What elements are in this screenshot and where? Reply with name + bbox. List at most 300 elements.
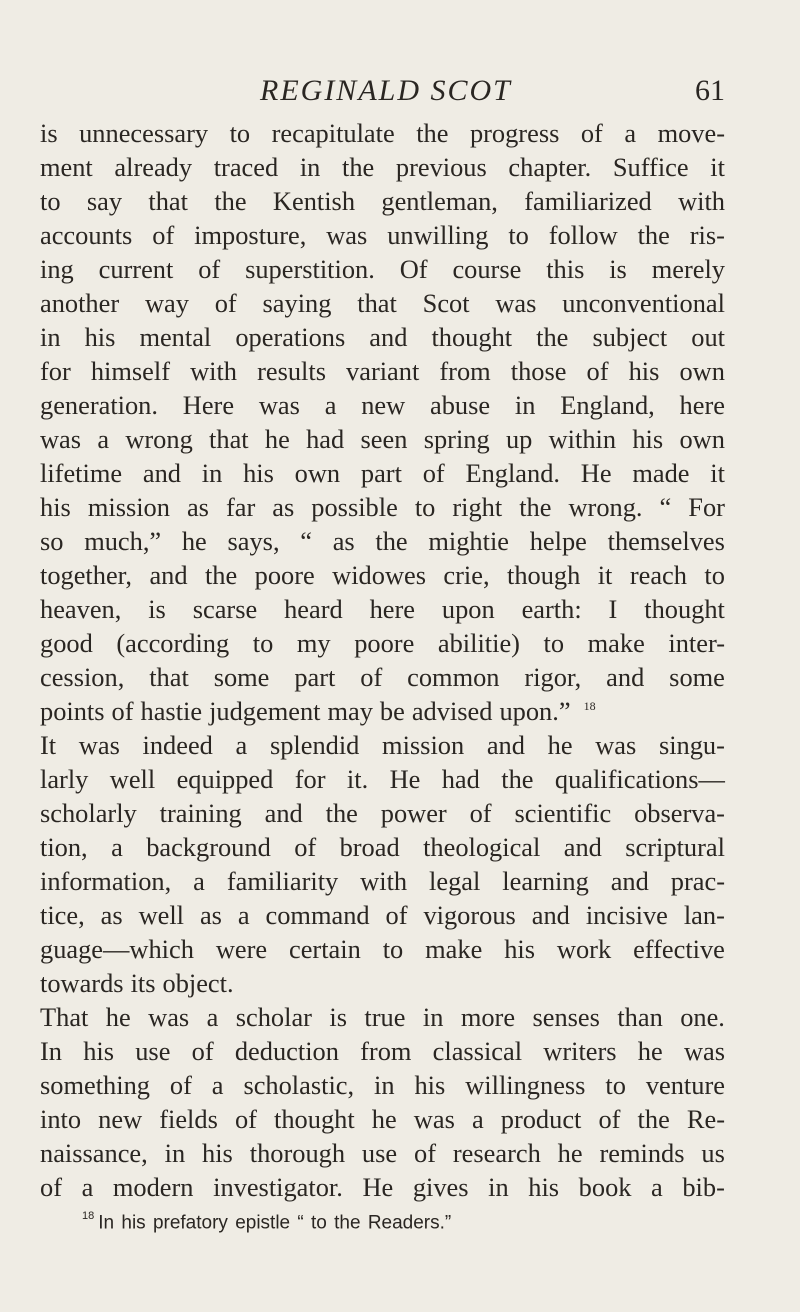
text-line xyxy=(40,150,725,184)
word: so xyxy=(40,526,64,556)
word: in xyxy=(40,322,61,352)
word: this xyxy=(546,254,585,284)
body-text xyxy=(40,116,725,1204)
text-line xyxy=(40,1000,725,1034)
word: writers xyxy=(543,1036,617,1066)
text-line xyxy=(40,184,725,218)
word: It xyxy=(40,730,57,760)
word: was xyxy=(40,424,82,454)
word: cession, xyxy=(40,662,125,692)
word: saying xyxy=(262,288,332,318)
word: previous xyxy=(395,152,487,182)
word: was xyxy=(595,730,637,760)
word: up xyxy=(505,424,533,454)
word: says, xyxy=(227,526,280,556)
word: book xyxy=(578,1172,632,1202)
word: his xyxy=(632,424,664,454)
word: his xyxy=(40,492,71,522)
word: research xyxy=(452,1138,541,1168)
word: information, xyxy=(40,866,172,896)
word: hastie xyxy=(140,696,203,726)
text-line xyxy=(40,422,725,456)
word: of xyxy=(469,798,492,828)
word: command xyxy=(265,900,370,930)
word: senses xyxy=(532,1002,600,1032)
word: of xyxy=(214,288,237,318)
word: was xyxy=(495,288,537,318)
word: and xyxy=(264,798,303,828)
word: I xyxy=(608,594,618,624)
word: a xyxy=(651,1172,663,1202)
word: of xyxy=(40,1172,62,1202)
word: unconventional xyxy=(562,288,725,318)
word: to xyxy=(229,118,251,148)
word: (according xyxy=(116,628,230,658)
word: gentleman, xyxy=(381,186,498,216)
word: were xyxy=(215,934,268,964)
word: naissance, xyxy=(40,1138,148,1168)
word: and xyxy=(606,662,645,692)
word: incisive xyxy=(585,900,668,930)
word: of xyxy=(152,220,175,250)
word: was xyxy=(683,1036,725,1066)
word: his xyxy=(243,458,274,488)
word: He xyxy=(389,764,421,794)
word: vigorous xyxy=(423,900,516,930)
word: indeed xyxy=(142,730,213,760)
word: that xyxy=(357,288,397,318)
text-line xyxy=(40,898,725,932)
word: variant xyxy=(346,356,420,386)
running-head: REGINALD SCOT xyxy=(260,74,512,107)
word: Scot xyxy=(422,288,470,318)
text-line xyxy=(40,286,725,320)
text-line xyxy=(40,932,725,966)
word: new xyxy=(98,1104,143,1134)
word: way xyxy=(144,288,189,318)
word: common xyxy=(407,662,500,692)
word: some xyxy=(669,662,725,692)
text-line xyxy=(40,796,725,830)
text-line xyxy=(40,252,725,286)
word: mission xyxy=(382,730,465,760)
word: was xyxy=(413,1104,455,1134)
word: crie, xyxy=(443,560,490,590)
word: theological xyxy=(423,832,541,862)
word: modern xyxy=(112,1172,194,1202)
word: his xyxy=(414,1070,446,1100)
word: legal xyxy=(429,866,481,896)
word: poore xyxy=(354,628,415,658)
text-line xyxy=(40,1102,725,1136)
word: learning xyxy=(502,866,589,896)
word: the xyxy=(214,186,247,216)
word: investigator. xyxy=(213,1172,343,1202)
word: make xyxy=(587,628,645,658)
word: to xyxy=(382,934,404,964)
word: of xyxy=(198,254,221,284)
word: helpe xyxy=(529,526,587,556)
word: well xyxy=(109,764,156,794)
word: a xyxy=(81,1172,94,1202)
word: he xyxy=(105,1002,131,1032)
word: prac- xyxy=(670,866,725,896)
text-line xyxy=(40,320,725,354)
word: chapter. xyxy=(508,152,592,182)
word: of xyxy=(598,1104,621,1134)
word: recapitulate xyxy=(271,118,395,148)
word: guage—which xyxy=(40,934,194,964)
word: thought xyxy=(431,322,513,352)
word: he xyxy=(264,424,290,454)
word: his xyxy=(202,1138,233,1168)
word: the xyxy=(637,220,670,250)
word: rigor, xyxy=(524,662,582,692)
word: out xyxy=(691,322,725,352)
word: background xyxy=(146,832,271,862)
word: from xyxy=(439,356,491,386)
word: equipped xyxy=(176,764,274,794)
word: and xyxy=(563,832,602,862)
text-line xyxy=(40,490,725,524)
word: “ xyxy=(659,492,672,522)
word: Kentish xyxy=(272,186,356,216)
word: venture xyxy=(645,1070,725,1100)
word: that xyxy=(148,186,188,216)
word: own xyxy=(679,424,725,454)
word: power xyxy=(380,798,447,828)
paragraph xyxy=(40,1000,725,1204)
word: he xyxy=(371,1104,397,1134)
text-line xyxy=(40,388,725,422)
text-line xyxy=(40,966,725,1000)
word: a xyxy=(97,424,110,454)
word: of xyxy=(414,1138,436,1168)
word: qualifications— xyxy=(554,764,725,794)
word: good xyxy=(40,628,93,658)
word: into xyxy=(40,1104,82,1134)
text-line xyxy=(40,830,725,864)
word: earth: xyxy=(521,594,582,624)
word: his xyxy=(504,934,536,964)
word: scholarly xyxy=(40,798,137,828)
word: already xyxy=(114,152,193,182)
footnote-number: 18 xyxy=(82,1210,95,1222)
word: England, xyxy=(560,390,655,420)
word: it xyxy=(597,560,613,590)
text-line xyxy=(40,558,725,592)
text-line xyxy=(40,762,725,796)
word: accounts xyxy=(40,220,133,250)
word: say xyxy=(86,186,123,216)
word: as xyxy=(332,526,355,556)
word: himself xyxy=(90,356,171,386)
word: new xyxy=(361,390,406,420)
word: upon xyxy=(441,594,495,624)
word: of xyxy=(111,696,134,726)
word: the xyxy=(325,798,358,828)
word: wrong. xyxy=(568,492,643,522)
word: results xyxy=(257,356,326,386)
word: in xyxy=(164,1138,186,1168)
word: “ xyxy=(300,526,312,556)
word: was xyxy=(148,1002,190,1032)
word: make xyxy=(425,934,483,964)
word: object. xyxy=(162,968,234,998)
word: reach xyxy=(629,560,687,590)
word: in xyxy=(374,1070,395,1100)
word: and xyxy=(531,900,570,930)
word: the xyxy=(204,560,238,590)
word: of xyxy=(385,900,408,930)
word: with xyxy=(190,356,237,386)
page-header xyxy=(40,74,725,114)
word: right xyxy=(452,492,503,522)
word: points xyxy=(40,696,105,726)
word: much,” xyxy=(84,526,162,556)
word: some xyxy=(213,662,270,692)
word: deduction xyxy=(234,1036,339,1066)
word: Here xyxy=(182,390,235,420)
word: effective xyxy=(633,934,725,964)
word: the xyxy=(501,764,534,794)
word: he xyxy=(557,1138,583,1168)
word: follow xyxy=(548,220,618,250)
word: He xyxy=(362,1172,394,1202)
word: Re- xyxy=(686,1104,725,1134)
word: my xyxy=(296,628,331,658)
paragraph xyxy=(40,116,725,728)
word: one. xyxy=(680,1002,725,1032)
word: and xyxy=(610,866,649,896)
word: mental xyxy=(139,322,212,352)
word: mightie xyxy=(428,526,510,556)
text-line xyxy=(40,660,725,694)
word: inter- xyxy=(668,628,725,658)
text-line xyxy=(40,1068,725,1102)
word: That xyxy=(40,1002,89,1032)
word: widowes xyxy=(332,560,426,590)
word: well xyxy=(138,900,184,930)
word: larly xyxy=(40,764,89,794)
word: move- xyxy=(657,118,725,148)
word: and xyxy=(149,560,188,590)
word: abuse xyxy=(429,390,491,420)
word: he xyxy=(637,1036,663,1066)
word: a xyxy=(471,1104,484,1134)
word: advised xyxy=(411,696,493,726)
word: for xyxy=(40,356,71,386)
word: generation. xyxy=(40,390,158,420)
word: had xyxy=(441,764,480,794)
word: of xyxy=(191,1036,214,1066)
word: product xyxy=(500,1104,582,1134)
word: Of xyxy=(399,254,428,284)
text-line xyxy=(40,1034,725,1068)
word: from xyxy=(360,1036,412,1066)
word: use xyxy=(135,1036,171,1066)
word: scarse xyxy=(192,594,258,624)
word: a xyxy=(193,866,205,896)
word: bib- xyxy=(682,1172,725,1202)
word: England. xyxy=(465,458,561,488)
word: heard xyxy=(284,594,343,624)
word: is xyxy=(148,594,166,624)
word: merely xyxy=(651,254,725,284)
word: though xyxy=(506,560,581,590)
word: For xyxy=(688,492,725,522)
word: it xyxy=(710,152,725,182)
word: use xyxy=(361,1138,398,1168)
word: the xyxy=(637,1104,670,1134)
word: unnecessary xyxy=(79,118,209,148)
word: that xyxy=(149,662,189,692)
word: fields xyxy=(159,1104,218,1134)
word: traced xyxy=(213,152,279,182)
word: the xyxy=(519,492,552,522)
word: course xyxy=(452,254,522,284)
word: operations xyxy=(235,322,346,352)
word: work xyxy=(556,934,612,964)
word: unwilling xyxy=(387,220,489,250)
word: that xyxy=(209,424,249,454)
word: scholastic, xyxy=(243,1070,355,1100)
word: gives xyxy=(412,1172,469,1202)
word: splendid xyxy=(269,730,360,760)
word: be xyxy=(379,696,405,726)
word: may xyxy=(327,696,373,726)
word: was xyxy=(326,220,368,250)
word: ment xyxy=(40,152,93,182)
text-line xyxy=(40,728,725,762)
text-line xyxy=(40,626,725,660)
word: familiarized xyxy=(524,186,652,216)
word: familiarity xyxy=(226,866,339,896)
word: judgement xyxy=(209,696,321,726)
word: certain xyxy=(289,934,361,964)
word: heaven, xyxy=(40,594,122,624)
word: its xyxy=(130,968,156,998)
text-line xyxy=(40,1170,725,1204)
word: he xyxy=(547,730,573,760)
word: as xyxy=(199,900,222,930)
word: his xyxy=(628,356,660,386)
word: ing xyxy=(40,254,74,284)
word: is xyxy=(609,254,627,284)
word: to xyxy=(508,220,529,250)
word: upon.” xyxy=(499,696,571,726)
word: in xyxy=(488,1172,509,1202)
word: and xyxy=(369,322,408,352)
word: within xyxy=(548,424,617,454)
word: broad xyxy=(339,832,400,862)
word: us xyxy=(701,1138,725,1168)
word: of xyxy=(294,832,317,862)
word: with xyxy=(360,866,408,896)
word: superstition. xyxy=(245,254,375,284)
word: of xyxy=(580,118,603,148)
word: to xyxy=(40,186,61,216)
word: themselves xyxy=(607,526,725,556)
word: in xyxy=(422,1002,444,1032)
word: another xyxy=(40,288,120,318)
word: here xyxy=(369,594,416,624)
word: singu- xyxy=(658,730,725,760)
word: together, xyxy=(40,560,133,590)
word: of xyxy=(360,662,383,692)
word: lifetime xyxy=(40,458,123,488)
text-line xyxy=(40,592,725,626)
word: and xyxy=(486,730,525,760)
word: a xyxy=(324,390,337,420)
word: a xyxy=(624,118,637,148)
word: mission xyxy=(87,492,170,522)
word: He xyxy=(580,458,612,488)
word: was xyxy=(78,730,120,760)
word: with xyxy=(678,186,725,216)
word: of xyxy=(422,458,445,488)
word: is xyxy=(329,1002,347,1032)
word: his xyxy=(84,322,116,352)
word: true xyxy=(364,1002,406,1032)
word: wrong xyxy=(125,424,193,454)
word: was xyxy=(258,390,300,420)
word: part xyxy=(360,458,402,488)
word: scientific xyxy=(514,798,612,828)
word: he xyxy=(181,526,207,556)
word: to xyxy=(704,560,725,590)
word: his xyxy=(528,1172,560,1202)
text-line xyxy=(40,218,725,252)
text-line xyxy=(40,524,725,558)
word: the xyxy=(375,526,408,556)
word: a xyxy=(237,900,250,930)
word: more xyxy=(460,1002,516,1032)
word: willingness xyxy=(465,1070,586,1100)
word: far xyxy=(225,492,256,522)
word: as xyxy=(100,900,123,930)
word: as xyxy=(186,492,209,522)
word: those xyxy=(510,356,567,386)
word: a xyxy=(111,832,123,862)
word: in xyxy=(201,458,223,488)
word: possible xyxy=(311,492,398,522)
word: made xyxy=(632,458,690,488)
word: scriptural xyxy=(625,832,725,862)
word: abilitie) xyxy=(437,628,520,658)
word: it. xyxy=(346,764,369,794)
text-line xyxy=(40,354,725,388)
word: tice, xyxy=(40,900,85,930)
word: thorough xyxy=(249,1138,346,1168)
footnote-text: In his prefatory epistle “ to the Readers.” xyxy=(98,1212,452,1234)
word: observa- xyxy=(634,798,725,828)
word: a xyxy=(235,730,248,760)
word: scholar xyxy=(235,1002,312,1032)
word: classical xyxy=(432,1036,523,1066)
word: seen xyxy=(360,424,408,454)
word: of xyxy=(586,356,609,386)
word: and xyxy=(142,458,181,488)
word: in xyxy=(299,152,321,182)
text-line xyxy=(40,116,725,150)
text-line xyxy=(40,456,725,490)
paragraph xyxy=(40,728,725,1000)
word: training xyxy=(159,798,242,828)
word: the xyxy=(416,118,449,148)
page-number: 61 xyxy=(695,74,725,107)
word: imposture, xyxy=(194,220,307,250)
